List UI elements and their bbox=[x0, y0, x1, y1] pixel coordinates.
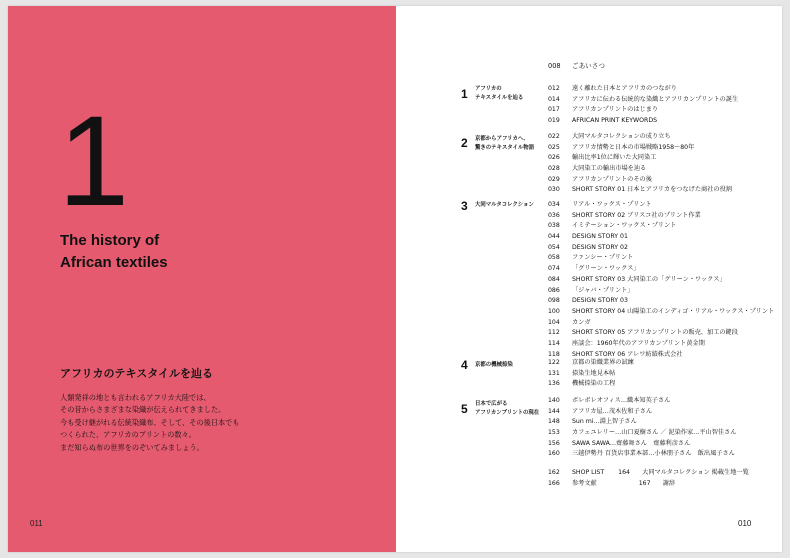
toc-entry bbox=[548, 428, 737, 439]
toc-page-number: 034 bbox=[548, 201, 560, 208]
toc-page-number: 112 bbox=[548, 329, 560, 337]
toc-entry bbox=[548, 328, 774, 339]
toc-entry bbox=[548, 243, 774, 254]
intro-line: つくられた、アフリカのプリントの数々。 bbox=[60, 430, 196, 440]
toc-title: アフリカ情勢と日本の市場戦略1958〜80年 bbox=[572, 143, 695, 151]
english-title-line: The history of bbox=[60, 232, 160, 249]
toc-entry bbox=[548, 264, 774, 275]
toc-entry bbox=[548, 417, 737, 428]
toc-title: DESIGN STORY 03 bbox=[572, 297, 628, 305]
toc-page-number: 014 bbox=[548, 95, 560, 103]
table-of-contents bbox=[8, 6, 782, 552]
toc-entry bbox=[548, 175, 732, 186]
toc-entry bbox=[548, 396, 737, 407]
toc-page-number: 012 bbox=[548, 85, 560, 92]
toc-page-number: 030 bbox=[548, 186, 560, 194]
toc-page-number: 084 bbox=[548, 275, 560, 283]
toc-page-number: 166 bbox=[548, 479, 560, 487]
toc-title: 大同染工の輸出市場を辿る bbox=[572, 165, 647, 173]
toc-page-number: 136 bbox=[548, 380, 560, 388]
toc-title: SHORT STORY 02 ブリスコ社のプリント作業 bbox=[572, 211, 701, 219]
toc-page-number: 148 bbox=[548, 418, 560, 426]
chapter-entries bbox=[548, 358, 634, 390]
chapter-number: 4 bbox=[461, 358, 468, 372]
chapter-label bbox=[475, 85, 523, 103]
toc-page-number: 162 bbox=[548, 469, 560, 476]
toc-entry bbox=[548, 369, 634, 380]
chapter-number: 3 bbox=[461, 199, 468, 213]
toc-page-number: 122 bbox=[548, 359, 560, 366]
chapter-label-line: アフリカンプリントの現在 bbox=[475, 410, 540, 416]
toc-title: カフェユレリー…山口夏樹さん ／ 泥染作家…平山智佳さん bbox=[572, 429, 737, 437]
toc-preface bbox=[548, 60, 605, 70]
toc-entry bbox=[548, 339, 774, 350]
toc-title: 「ジャバ・プリント」 bbox=[572, 286, 634, 294]
toc-entry bbox=[548, 286, 774, 297]
toc-title: 遠く離れた日本とアフリカのつながり bbox=[572, 85, 677, 92]
chapter-entries bbox=[548, 132, 732, 196]
toc-title: ごあいさつ bbox=[572, 62, 605, 70]
intro-line: まだ知らぬ布の世界をのぞいてみましょう。 bbox=[60, 442, 204, 452]
toc-page-number: 026 bbox=[548, 154, 560, 162]
toc-entry bbox=[548, 84, 738, 95]
toc-title: 機械捺染の工程 bbox=[572, 380, 616, 388]
toc-page-number: 104 bbox=[548, 318, 560, 326]
toc-page-number: 017 bbox=[548, 106, 560, 114]
toc-title: SHORT STORY 06 アレワ紡績株式会社 bbox=[572, 350, 683, 358]
toc-page-number: 131 bbox=[548, 369, 560, 377]
toc-page-number: 118 bbox=[548, 350, 560, 358]
toc-page-number: 029 bbox=[548, 175, 560, 183]
japanese-title: アフリカのテキスタイルを辿る bbox=[60, 367, 214, 380]
chapter-label-line: 日本で広がる bbox=[475, 401, 508, 407]
toc-page-number: 100 bbox=[548, 307, 560, 315]
toc-title: Sun mi…淵上智子さん bbox=[572, 418, 637, 426]
chapter-entries bbox=[548, 396, 737, 460]
toc-entry bbox=[548, 275, 774, 286]
toc-page-number: 025 bbox=[548, 143, 560, 151]
toc-page-number: 098 bbox=[548, 297, 560, 305]
chapter-label bbox=[475, 400, 539, 418]
toc-page-number: 160 bbox=[548, 450, 560, 458]
toc-entry bbox=[548, 211, 774, 222]
toc-title: SHORT STORY 04 山陽染工のインディゴ・リアル・ワックス・プリント bbox=[572, 307, 775, 315]
toc-page-number: 153 bbox=[548, 429, 560, 437]
page-number-right: 010 bbox=[738, 519, 752, 528]
toc-entry bbox=[548, 95, 738, 106]
chapter-label-line: 京都の機械捺染 bbox=[475, 362, 513, 368]
toc-title: ボレボレオフィス…織本知英子さん bbox=[572, 397, 671, 404]
chapter-number: 1 bbox=[461, 87, 468, 101]
toc-entry bbox=[548, 379, 634, 390]
page-number-left: 011 bbox=[30, 519, 43, 528]
toc-page-number: 054 bbox=[548, 243, 560, 251]
toc-entry bbox=[548, 153, 732, 164]
toc-title: 輸出比率1位に輝いた大同染工 bbox=[572, 154, 657, 162]
toc-title: 三越伊勢丹 百貨店事業本部…小林朋子さん 飯出風子さん bbox=[572, 450, 735, 458]
toc-page-number: 156 bbox=[548, 439, 560, 447]
toc-title: リアル・ワックス・プリント bbox=[572, 201, 652, 208]
toc-title: アフリカ屋…茂木佐和子さん bbox=[572, 407, 653, 415]
toc-page-number: 164 bbox=[618, 469, 630, 476]
toc-page-number: 022 bbox=[548, 133, 560, 140]
toc-entry bbox=[548, 449, 737, 460]
chapter-entries bbox=[548, 84, 738, 127]
toc-entry bbox=[548, 105, 738, 116]
chapter-label bbox=[475, 361, 513, 370]
toc-entry bbox=[548, 132, 732, 143]
toc-title: SHOP LIST bbox=[572, 469, 605, 476]
toc-entry bbox=[548, 296, 774, 307]
chapter-entries bbox=[548, 200, 774, 360]
toc-title: カンガ bbox=[572, 318, 591, 326]
toc-entry bbox=[548, 439, 737, 450]
toc-entry bbox=[548, 232, 774, 243]
toc-entry bbox=[548, 221, 774, 232]
toc-title: AFRICAN PRINT KEYWORDS bbox=[572, 117, 658, 125]
toc-title: 捺染生地見本帖 bbox=[572, 369, 616, 377]
toc-entry bbox=[548, 253, 774, 264]
toc-page-number: 008 bbox=[548, 62, 561, 70]
chapter-label-line: 驚きのテキスタイル物語 bbox=[475, 145, 535, 151]
toc-page-number: 038 bbox=[548, 222, 560, 230]
intro-line: 今も受け継がれる伝統染織布、そして、その後日本でも bbox=[60, 417, 240, 427]
toc-title: SHORT STORY 01 日本とアフリカをつなげた商社の役割 bbox=[572, 186, 732, 194]
toc-page-number: 144 bbox=[548, 407, 560, 415]
toc-entry bbox=[548, 307, 774, 318]
chapter-number: 2 bbox=[461, 136, 468, 150]
toc-page-number: 058 bbox=[548, 254, 560, 262]
toc-entry bbox=[548, 358, 634, 369]
toc-page-number: 036 bbox=[548, 211, 560, 219]
toc-title: 参考文献 bbox=[572, 479, 597, 487]
toc-page-number: 167 bbox=[638, 479, 651, 487]
toc-title: アフリカンプリントのその後 bbox=[572, 175, 652, 183]
toc-title: ファンシー・プリント bbox=[572, 254, 634, 262]
toc-title: イミテーション・ワックス・プリント bbox=[572, 222, 677, 230]
chapter-number: 5 bbox=[461, 402, 468, 416]
chapter-label-line: アフリカの bbox=[475, 86, 502, 92]
toc-entry bbox=[548, 407, 737, 418]
toc-page-number: 028 bbox=[548, 165, 560, 173]
toc-entry bbox=[548, 479, 749, 490]
chapter-label bbox=[475, 201, 534, 210]
chapter-label-line: テキスタイルを辿る bbox=[475, 95, 524, 101]
toc-entry bbox=[548, 200, 774, 211]
toc-title: DESIGN STORY 02 bbox=[572, 243, 628, 251]
toc-title: DESIGN STORY 01 bbox=[572, 233, 628, 241]
english-title-line: African textiles bbox=[60, 254, 168, 271]
toc-title: SHORT STORY 03 大同染工の「グリーン・ワックス」 bbox=[572, 275, 726, 283]
toc-title: 京都の染織業界の試練 bbox=[572, 359, 634, 366]
toc-title: SHORT STORY 05 アフリカンプリントの販売、加工の鍵段 bbox=[572, 329, 738, 337]
toc-title: アフリカに伝わる伝統的な染織とアフリカンプリントの誕生 bbox=[572, 95, 739, 103]
toc-title: 座談会：1960年代のアフリカンプリント黄金期 bbox=[572, 339, 705, 347]
toc-entry bbox=[548, 468, 749, 479]
toc-page-number: 074 bbox=[548, 265, 560, 273]
chapter-label-line: 京都からアフリカへ、 bbox=[475, 136, 529, 142]
toc-entry bbox=[548, 318, 774, 329]
toc-title: 「グリーン・ワックス」 bbox=[572, 265, 640, 273]
toc-title: 大同マルタコレクションの成り立ち bbox=[572, 133, 671, 140]
toc-page-number: 019 bbox=[548, 117, 560, 125]
toc-entry bbox=[548, 164, 732, 175]
toc-entry bbox=[548, 116, 738, 127]
toc-entry bbox=[548, 143, 732, 154]
toc-title: 大同マルタコレクション 掲載生地一覧 bbox=[642, 469, 749, 476]
book-spread bbox=[8, 6, 782, 552]
toc-page-number: 044 bbox=[548, 233, 560, 241]
toc-title: アフリカンプリントのはじまり bbox=[572, 106, 659, 114]
toc-title: 謝辞 bbox=[662, 479, 676, 487]
toc-page-number: 140 bbox=[548, 397, 560, 404]
back-matter bbox=[548, 468, 749, 489]
intro-line: その昔からさまざまな染織が伝えられてきました。 bbox=[60, 405, 226, 415]
toc-page-number: 114 bbox=[548, 339, 560, 347]
toc-title: SAWA SAWA…齋藤舞さん 齋藤利彦さん bbox=[572, 439, 691, 447]
toc-entry bbox=[548, 185, 732, 196]
intro-line: 人類発祥の地とも言われるアフリカ大陸では、 bbox=[60, 393, 211, 402]
toc-page-number: 086 bbox=[548, 286, 560, 294]
chapter-label-line: 大同マルタコレクション bbox=[475, 202, 534, 208]
chapter-label bbox=[475, 135, 534, 153]
chapter-number-large: 1 bbox=[58, 90, 126, 233]
